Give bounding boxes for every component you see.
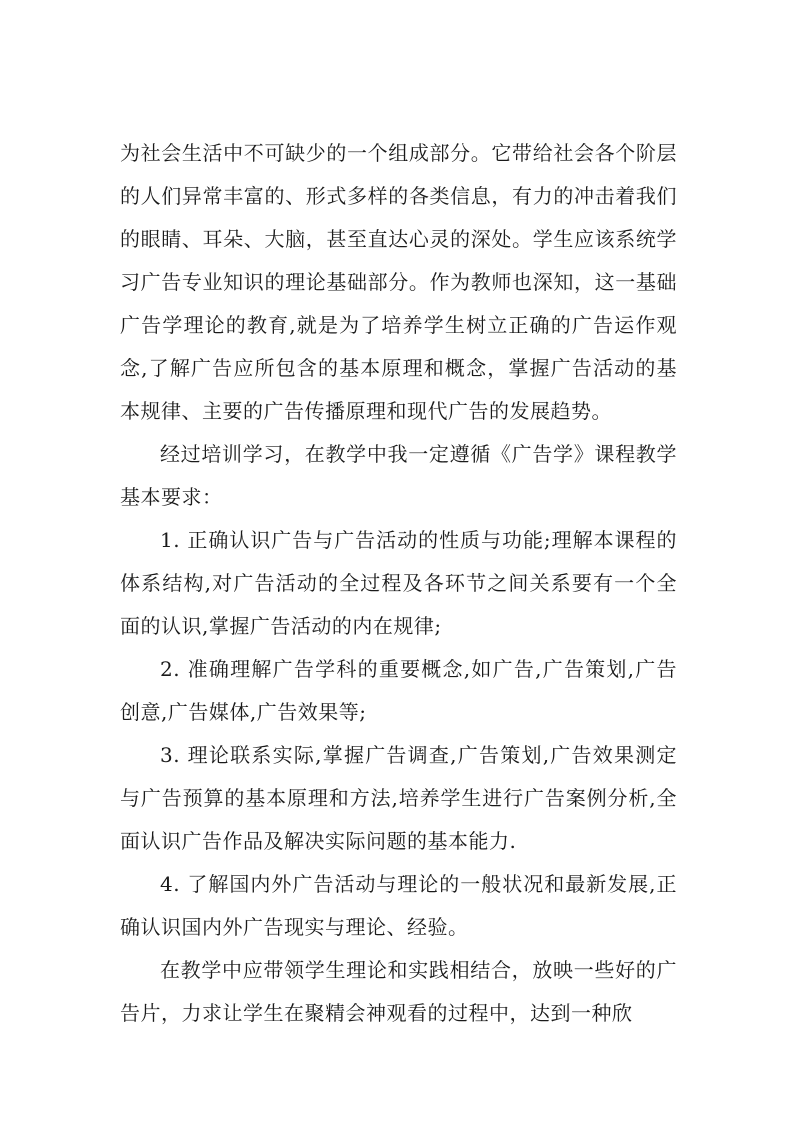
paragraph-training-intro: 经过培训学习，在教学中我一定遵循《广告学》课程教学基本要求： <box>120 442 677 509</box>
paragraph-teaching-practice: 在教学中应带领学生理论和实践相结合，放映一些好的广告片，力求让学生在聚精会神观看的过程中，达到一种欣 <box>120 958 677 1025</box>
list-item-4: 4. 了解国内外广告活动与理论的一般状况和最新发展,正确认识国内外广告现实与理论、经验。 <box>120 872 677 939</box>
body-text <box>120 132 677 1035</box>
list-item-3: 3. 理论联系实际,掌握广告调查,广告策划,广告效果测定与广告预算的基本原理和方法,培养学生进行广告案例分析,全面认识广告作品及解决实际问题的基本能力. <box>120 743 677 853</box>
list-item-1: 1. 正确认识广告与广告活动的性质与功能;理解本课程的体系结构,对广告活动的全过程及各环节之间关系要有一个全面的认识,掌握广告活动的内在规律; <box>120 528 677 638</box>
paragraph-continuation: 为社会生活中不可缺少的一个组成部分。它带给社会各个阶层的人们异常丰富的、形式多样的各类信息，有力的冲击着我们的眼睛、耳朵、大脑，甚至直达心灵的深处。学生应该系统学习广告专业知识的理论基础部分。作为教师也深知，这一基础广告学理论的教育,就是为了培养学生树立正确的广告运作观念,了解广告应所包含的基本原理和概念，掌握广告活动的基本规律、主要的广告传播原理和现代广告的发展趋势。 <box>120 141 677 423</box>
list-item-2: 2. 准确理解广告学科的重要概念,如广告,广告策划,广告创意,广告媒体,广告效果等; <box>120 657 677 724</box>
